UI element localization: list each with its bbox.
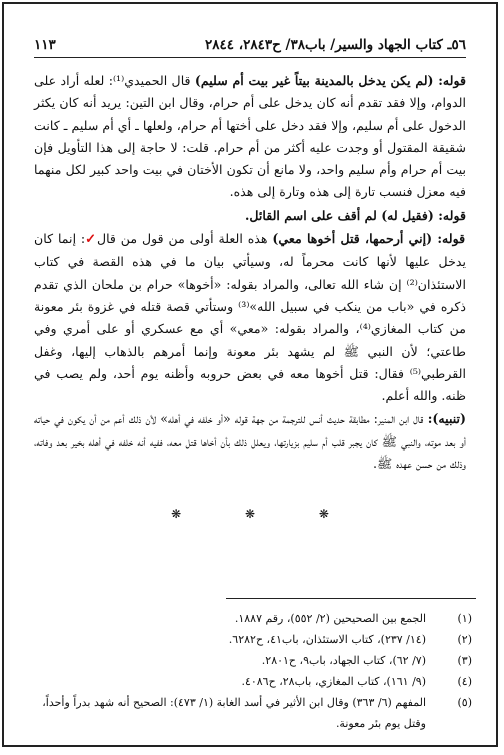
footnote-number: (٣): [457, 654, 472, 667]
book-page: [2, 2, 498, 747]
note-label: (تنبيه):: [423, 411, 467, 427]
commentary: : إنما كان يدخل عليها لأنها كانت محرماً له، وسيأتي بيان ما في هذه القصة في كتاب الاستئذان⁽²⁾ إن شاء الله تعالى، والمراد بقوله: «أخوها» حرام بن ملحان الذي تقدم ذكره في «باب من ينكب في سبيل الله»⁽³⁾ وستأتي قصة قتله في غزوة بئر معونة من كتاب المغازي⁽⁴⁾، والمراد بقوله: «معي» أي مع عسكري أو على أمري وفي طاعتي؛ لأن النبي ﷺ لم يشهد بئر معونة وإنما أمرهم بالذهاب إليها، وغفل القرطبي⁽⁵⁾ فقال: قتل أخوها معه في بعض حروبه وأظنه يوم أحد، ولم يصب في ظنه. والله أعلم.: [34, 231, 466, 404]
paragraph: [34, 205, 466, 227]
footnote: [30, 650, 472, 671]
commentary: قال الحميدي⁽¹⁾: لعله أراد على الدوام، وإلا فقد تقدم أنه كان يدخل على أم حرام، وقال ابن التين: يريد أنه كان يكثر الدخول على أم سليم، وإلا فقد دخل على أختها أم حرام، ولعلها ـ أي أم سليم ـ كانت شقيقة المقتول أو وجدت عليه أكثر من أم حرام. قلت: لا حاجة إلى هذا التأويل فإن بيت أم حرام وأم سليم واحد، ولا مانع أن تكون الأختان في بيت واحد كبير لكل منهما فيه معزل فنسب تارة إلى هذه وتارة إلى هذه.: [34, 73, 466, 200]
footnote-text: المفهم (٦/ ٣٦٣) وقال ابن الأثير في أسد الغابة (١/ ٤٧٣): الصحيح أنه شهد بدراً وأحداً، وقتل يوم بئر معونة.: [42, 696, 426, 730]
quoted-hadith: (لم يكن يدخل بالمدينة بيتاً غير بيت أم سليم): [194, 73, 434, 88]
quoted-hadith: (إني أرحمها، قتل أخوها معي): [272, 231, 433, 247]
running-header: [34, 37, 466, 58]
paragraph: [34, 228, 466, 407]
footnote-separator: [226, 598, 476, 599]
footnote: [30, 608, 472, 629]
footnote-number: (١): [457, 612, 472, 625]
footnote-text: (٧/ ٦٢)، كتاب الجهاد، باب٩، ح٢٨٠١.: [261, 654, 426, 667]
footnote: [30, 692, 472, 734]
footnote-text: (١٤/ ٢٣٧)، كتاب الاستئذان، باب٤١، ح٦٢٨٢.: [228, 633, 426, 646]
page-number: ١١٣: [34, 37, 56, 53]
paragraph: [34, 408, 466, 475]
quoted-hadith: (فقيل له) لم أقف على اسم القائل.: [244, 207, 434, 223]
paragraph-marker: قوله:: [433, 73, 466, 88]
footnote: [30, 629, 472, 650]
footnote: [30, 671, 472, 692]
footnote-number: (٥): [457, 696, 472, 709]
red-checkmark-icon: ✓: [85, 232, 97, 248]
footnote-text: الجمع بين الصحيحين (٢/ ٥٥٢)، رقم ١٨٨٧.: [234, 612, 426, 625]
section-divider-stars: ❋ ❋ ❋: [171, 507, 329, 521]
commentary: قال ابن المنير: مطابقة حديث أنس للترجمة من جهة قوله «أو خلفه في أهله» لأن ذلك أعم من أن يكون في حياته أو بعد موته، والنبي ﷺ كان يجبر قلب أم سليم بزيارتها، ويعلل ذلك بأن أخاها قتل معه، ففيه أنه خلفه في أهله بخير بعد وفاته، وذلك من حسن عهده ﷺ.: [34, 411, 466, 472]
footnote-text: (٩/ ١٦١)، كتاب المغازي، باب٢٨، ح٤٠٨٦.: [241, 675, 426, 688]
paragraph-marker: قوله:: [433, 207, 466, 223]
commentary: هذه العلة أولى من قول من قال: [96, 231, 273, 247]
main-text: [34, 70, 466, 476]
paragraph-marker: قوله:: [432, 231, 466, 247]
footnote-number: (٢): [457, 633, 472, 646]
paragraph: [34, 70, 466, 204]
header-title: ٥٦ـ كتاب الجهاد والسير/ باب٣٨/ ح٢٨٤٣، ٢٨٤٤: [205, 37, 466, 53]
footnotes: [30, 608, 472, 734]
footnote-number: (٤): [457, 675, 472, 688]
